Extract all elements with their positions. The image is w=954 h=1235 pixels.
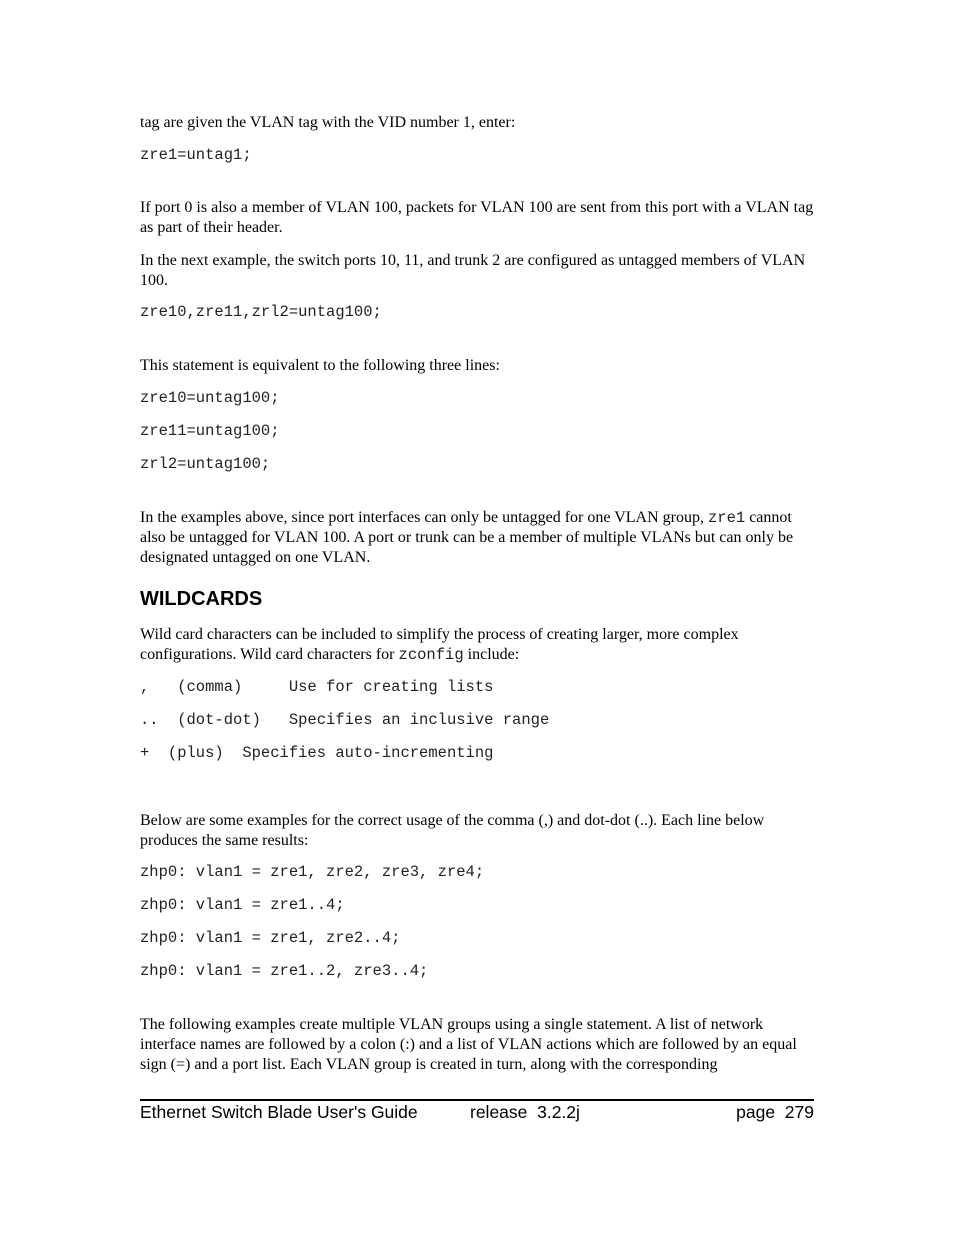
inline-code-zconfig: zconfig bbox=[398, 646, 464, 664]
code-example-1: zhp0: vlan1 = zre1, zre2, zre3, zre4; bbox=[140, 863, 485, 881]
paragraph-wildcards-intro bbox=[140, 625, 816, 665]
text-segment: In the examples above, since port interfaces can only be untagged for one VLAN group, bbox=[140, 509, 708, 526]
code-line-untag1: zre1=untag1; bbox=[140, 146, 252, 164]
code-example-3: zhp0: vlan1 = zre1, zre2..4; bbox=[140, 929, 401, 947]
footer-release: release 3.2.2j bbox=[470, 1102, 580, 1122]
text-segment: cannot also be untagged for VLAN 100. A port or trunk can be a member of multiple VLANs but can only be designated untagged on one VLAN. bbox=[140, 509, 794, 566]
footer-guide-title: Ethernet Switch Blade User's Guide bbox=[140, 1102, 418, 1122]
inline-code-zre1: zre1 bbox=[707, 509, 746, 527]
paragraph-equivalent: This statement is equivalent to the following three lines: bbox=[140, 357, 500, 374]
text-segment: include: bbox=[463, 646, 520, 663]
page-footer bbox=[140, 1099, 814, 1129]
footer-page-number: page 279 bbox=[736, 1102, 814, 1122]
code-example-2: zhp0: vlan1 = zre1..4; bbox=[140, 896, 345, 914]
code-example-4: zhp0: vlan1 = zre1..2, zre3..4; bbox=[140, 962, 429, 980]
code-line-zre10: zre10=untag100; bbox=[140, 389, 280, 407]
wildcard-comma-line: , (comma) Use for creating lists bbox=[140, 678, 494, 696]
wildcard-plus-line: + (plus) Specifies auto-incrementing bbox=[140, 744, 494, 762]
paragraph-port0-member: If port 0 is also a member of VLAN 100, packets for VLAN 100 are sent from this port with a VLAN tag as part of their header. bbox=[140, 199, 814, 236]
paragraph-examples-above bbox=[140, 508, 816, 568]
paragraph-tag-intro: tag are given the VLAN tag with the VID number 1, enter: bbox=[140, 114, 516, 131]
section-heading-wildcards: WILDCARDS bbox=[140, 588, 263, 610]
paragraph-next-example: In the next example, the switch ports 10, 11, and trunk 2 are configured as untagged members of VLAN 100. bbox=[140, 252, 806, 289]
code-line-zrl2: zrl2=untag100; bbox=[140, 455, 271, 473]
wildcard-dotdot-line: .. (dot-dot) Specifies an inclusive range bbox=[140, 711, 550, 729]
paragraph-multiple-vlan: The following examples create multiple VLAN groups using a single statement. A list of network interface names are followed by a colon (:) and a list of VLAN actions which are followed by an equal sign (=) and a port list. Each VLAN group is created in turn, along with the corresponding bbox=[140, 1016, 797, 1073]
code-line-combined: zre10,zre11,zrl2=untag100; bbox=[140, 303, 382, 321]
text-segment: Wild card characters can be included to simplify the process of creating larger, more complex configurations. Wild card characters for bbox=[140, 626, 739, 663]
code-line-zre11: zre11=untag100; bbox=[140, 422, 280, 440]
paragraph-below-examples: Below are some examples for the correct usage of the comma (,) and dot-dot (..). Each line below produces the same results: bbox=[140, 812, 765, 849]
